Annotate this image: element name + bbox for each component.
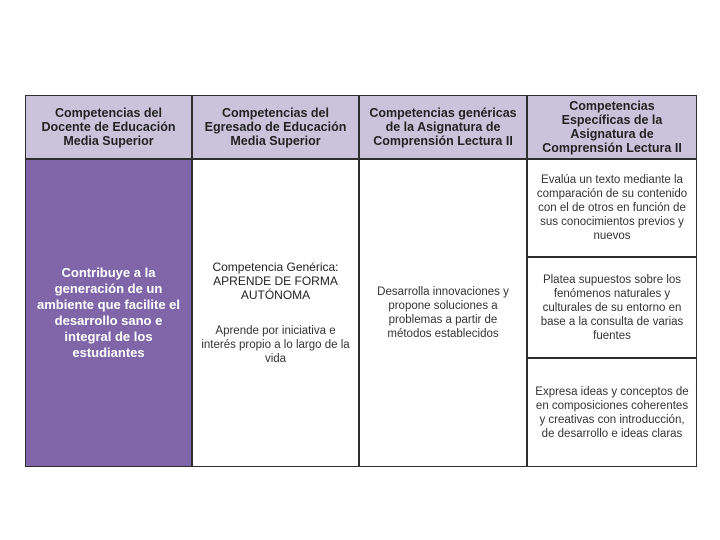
especifica-cell-1: Evalúa un texto mediante la comparación de su contenido con el de otros en función de sus conocimientos previos y nuevos [527, 159, 697, 257]
header-egresado: Competencias del Egresado de Educación Media Superior [192, 95, 359, 159]
genericas-cell: Desarrolla innovaciones y propone soluciones a problemas a partir de métodos establecidos [359, 159, 527, 467]
especifica-cell-2: Platea supuestos sobre los fenómenos naturales y culturales de su entorno en base a la consulta de varias fuentes [527, 257, 697, 358]
egresado-competencia-detail: Aprende por iniciativa e interés propio a lo largo de la vida [201, 325, 350, 365]
header-docente: Competencias del Docente de Educación Media Superior [25, 95, 192, 159]
header-especificas: Competencias Específicas de la Asignatura de Comprensión Lectura II [527, 95, 697, 159]
egresado-competencia-cell [192, 159, 359, 467]
header-genericas: Competencias genéricas de la Asignatura de Comprensión Lectura II [359, 95, 527, 159]
docente-competencia-cell: Contribuye a la generación de un ambiente que facilite el desarrollo sano e integral de los estudiantes [25, 159, 192, 467]
egresado-competencia-title: Competencia Genérica: APRENDE DE FORMA AUTÓNOMA [212, 260, 339, 302]
especifica-cell-3: Expresa ideas y conceptos de en composiciones coherentes y creativas con introducción, de desarrollo e ideas claras [527, 358, 697, 467]
